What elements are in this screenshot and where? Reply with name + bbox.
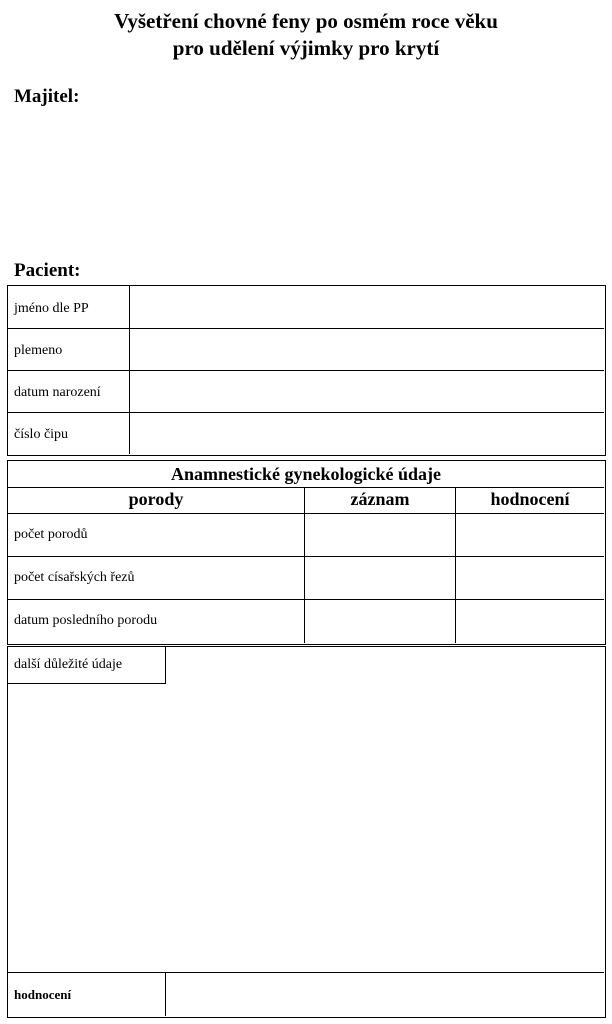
column-header-births: porody — [128, 489, 184, 509]
patient-row-chip-label: číslo čipu — [14, 427, 69, 442]
owner-label: Majitel: — [14, 86, 80, 107]
other-data-label: další důležité údaje — [14, 657, 123, 672]
anamnesis-table — [7, 460, 606, 645]
patient-label: Pacient: — [14, 260, 81, 281]
patient-table — [7, 285, 606, 456]
other-data-box — [7, 646, 606, 1018]
anamnesis-row-births-count: počet porodů — [14, 527, 88, 542]
anamnesis-row-last-birth-date: datum posledního porodu — [14, 613, 158, 628]
evaluation-label: hodnocení — [14, 987, 72, 1002]
title-line-1: Vyšetření chovné feny po osmém roce věku — [114, 9, 498, 33]
patient-row-birthdate-label: datum narození — [14, 385, 101, 400]
anamnesis-row-caesarean-count: počet císařských řezů — [14, 570, 135, 585]
patient-row-name-label: jméno dle PP — [14, 301, 89, 316]
page-title — [0, 8, 612, 62]
title-line-2: pro udělení výjimky pro krytí — [172, 36, 440, 60]
patient-row-breed-label: plemeno — [14, 343, 63, 358]
anamnesis-title: Anamnestické gynekologické údaje — [171, 464, 441, 484]
other-data-area[interactable] — [8, 684, 604, 972]
column-header-evaluation: hodnocení — [490, 489, 570, 509]
evaluation-field[interactable] — [166, 973, 604, 1016]
column-header-record: záznam — [350, 489, 410, 509]
